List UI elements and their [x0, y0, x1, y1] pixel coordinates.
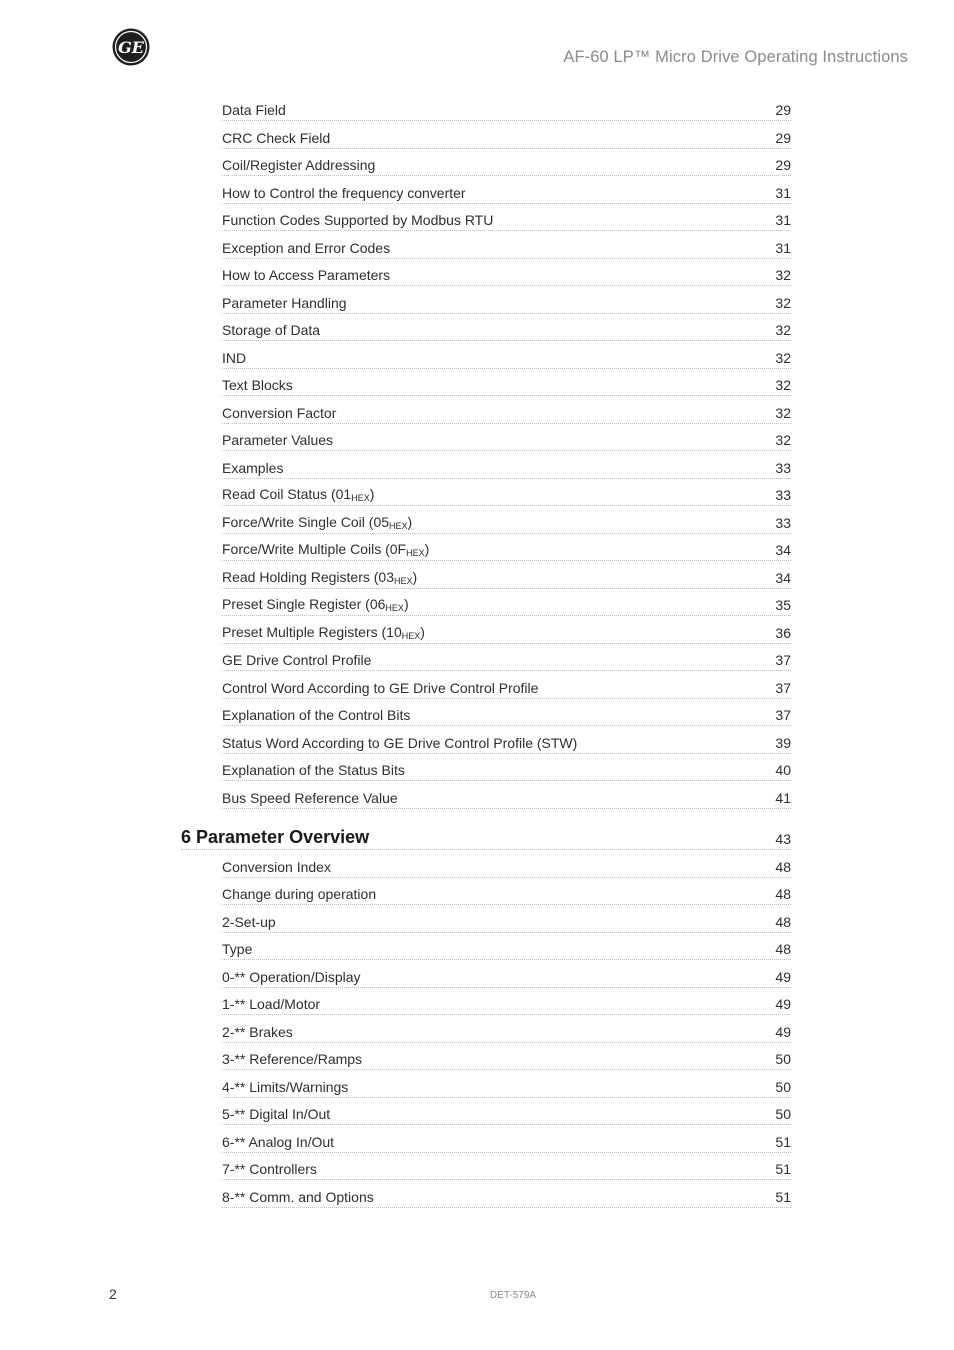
- toc-entry-label: How to Control the frequency converter: [222, 184, 466, 201]
- toc-entry-page: 32: [775, 322, 791, 338]
- toc-entry[interactable]: [222, 561, 791, 589]
- toc-entry-page: 32: [775, 267, 791, 283]
- toc-entry[interactable]: [222, 1015, 791, 1043]
- toc-entry-label: 0-** Operation/Display: [222, 968, 361, 985]
- toc-entry-label: How to Access Parameters: [222, 267, 391, 283]
- toc-entry[interactable]: [222, 148, 791, 176]
- toc-entry-label: Control Word According to GE Drive Control Profile: [222, 679, 539, 696]
- toc-entry[interactable]: [222, 313, 791, 341]
- toc-entry-label: Parameter Handling: [222, 294, 347, 311]
- toc-entry-label: Storage of Data: [222, 322, 321, 338]
- toc-section-entry[interactable]: [181, 818, 791, 850]
- toc-entry-label: Preset Single Register $(06_{HEX})$: [222, 596, 409, 613]
- toc-entry-page: 29: [775, 157, 791, 173]
- toc-entry-page: 49: [775, 996, 791, 1012]
- toc-entry-label: 1-** Load/Motor: [222, 996, 321, 1012]
- toc-entry[interactable]: [222, 203, 791, 231]
- toc-entry-label: Read Coil Status $(01_{HEX})$: [222, 486, 375, 503]
- toc-entry-page: 33: [775, 459, 791, 476]
- toc-entry-label: 6 Parameter Overview: [181, 827, 370, 847]
- toc-entry-page: 34: [775, 569, 791, 586]
- toc-entry[interactable]: [222, 396, 791, 424]
- toc-entry[interactable]: [222, 368, 791, 396]
- toc-entry-label: Conversion Factor: [222, 404, 337, 421]
- toc-entry[interactable]: [222, 478, 791, 506]
- toc-entry[interactable]: [222, 341, 791, 369]
- toc-entry-page: 31: [775, 184, 791, 201]
- toc-entry-label: Explanation of the Status Bits: [222, 762, 405, 778]
- toc-entry-page: 48: [775, 913, 791, 930]
- toc-entry-label: Read Holding Registers $(03_{HEX})$: [222, 568, 418, 586]
- toc-entry[interactable]: [222, 93, 791, 121]
- toc-entry-page: 40: [775, 762, 791, 778]
- toc-entry-label: Function Codes Supported by Modbus RTU: [222, 212, 494, 228]
- toc-entry-page: 32: [775, 404, 791, 421]
- ge-logo: [112, 28, 150, 66]
- document-code: DET-579A: [489, 1290, 537, 1301]
- toc-entry[interactable]: [222, 1042, 791, 1070]
- toc-entry-page: 34: [775, 542, 791, 558]
- toc-entry-label: Bus Speed Reference Value: [222, 789, 398, 806]
- toc-entry-label: Explanation of the Control Bits: [222, 707, 411, 723]
- toc-entry-label: 2-Set-up: [222, 913, 276, 930]
- toc-entry-label: Force/Write Multiple Coils $(0F_{HEX})$: [222, 541, 430, 558]
- toc-entry-page: 29: [775, 129, 791, 146]
- toc-entry[interactable]: [222, 121, 791, 149]
- toc-entry[interactable]: [222, 588, 791, 616]
- toc-entry[interactable]: [222, 1180, 791, 1208]
- toc-entry-page: 32: [775, 294, 791, 311]
- toc-entry-label: 3-** Reference/Ramps: [222, 1051, 363, 1067]
- toc-entry-label: GE Drive Control Profile: [222, 652, 372, 668]
- toc-entry[interactable]: [222, 726, 791, 754]
- toc-entry[interactable]: [222, 451, 791, 479]
- toc-entry[interactable]: [222, 850, 791, 878]
- toc-entry-page: 49: [775, 1023, 791, 1040]
- toc-entry-page: 50: [775, 1051, 791, 1067]
- toc-entry[interactable]: [222, 231, 791, 259]
- toc-entry[interactable]: [222, 616, 791, 644]
- toc-entry[interactable]: [222, 1097, 791, 1125]
- toc-entry-label: Data Field: [222, 102, 286, 118]
- toc-entry-label: IND: [222, 349, 247, 366]
- toc-entry-label: Type: [222, 941, 253, 957]
- toc-entry[interactable]: [222, 905, 791, 933]
- toc-entry-page: 37: [775, 652, 791, 668]
- toc-entry-label: 2-** Brakes: [222, 1023, 293, 1040]
- toc-entry[interactable]: [222, 423, 791, 451]
- toc-entry-label: Force/Write Single Coil $(05_{HEX})$: [222, 513, 413, 531]
- toc-entry[interactable]: [222, 753, 791, 781]
- toc-entry-page: 33: [775, 514, 791, 531]
- toc-entry[interactable]: [222, 698, 791, 726]
- toc-entry-page: 51: [775, 1188, 791, 1205]
- toc-entry-page: 31: [775, 212, 791, 228]
- toc-entry[interactable]: [222, 960, 791, 988]
- document-title: AF-60 LP™ Micro Drive Operating Instructions: [563, 48, 908, 66]
- toc-entry[interactable]: [222, 671, 791, 699]
- toc-entry-page: 32: [775, 349, 791, 366]
- toc-entry[interactable]: [222, 877, 791, 905]
- toc-entry-page: 43: [775, 831, 791, 847]
- toc-entry-page: 37: [775, 679, 791, 696]
- toc-entry-label: 5-** Digital In/Out: [222, 1106, 331, 1122]
- toc-entry[interactable]: [222, 176, 791, 204]
- toc-entry-page: 48: [775, 858, 791, 875]
- toc-entry-page: 31: [775, 239, 791, 256]
- toc-entry-label: Text Blocks: [222, 377, 293, 393]
- toc-entry-label: Change during operation: [222, 886, 377, 902]
- toc-entry[interactable]: [222, 781, 791, 809]
- toc-entry-page: 35: [775, 597, 791, 613]
- toc-entry-label: Parameter Values: [222, 432, 334, 448]
- toc-entry[interactable]: [222, 1125, 791, 1153]
- toc-entry-label: 4-** Limits/Warnings: [222, 1078, 349, 1095]
- toc-entry-page: 33: [775, 487, 791, 503]
- toc-entry[interactable]: [222, 533, 791, 561]
- toc-entry-page: 39: [775, 734, 791, 751]
- toc-entry-page: 36: [775, 624, 791, 641]
- svg-text:GE: GE: [118, 38, 144, 57]
- toc-entry-page: 51: [775, 1133, 791, 1150]
- toc-entry-page: 48: [775, 886, 791, 902]
- toc-entry[interactable]: [222, 643, 791, 671]
- toc-entry-label: Examples: [222, 459, 284, 476]
- toc-entry-page: 32: [775, 432, 791, 448]
- toc-entry[interactable]: [222, 987, 791, 1015]
- toc-entry[interactable]: [222, 1070, 791, 1098]
- toc-entry-label: 6-** Analog In/Out: [222, 1133, 335, 1150]
- toc-entry-page: 41: [775, 789, 791, 806]
- toc-entry-label: 8-** Comm. and Options: [222, 1188, 374, 1205]
- toc-entry-page: 48: [775, 941, 791, 957]
- toc-entry-page: 37: [775, 707, 791, 723]
- toc-entry-page: 51: [775, 1161, 791, 1177]
- toc-entry[interactable]: [222, 932, 791, 960]
- toc-entry-label: 7-** Controllers: [222, 1161, 317, 1177]
- toc-entry[interactable]: [222, 286, 791, 314]
- toc-entry[interactable]: [222, 1152, 791, 1180]
- toc-entry[interactable]: [222, 506, 791, 534]
- toc-entry-label: Coil/Register Addressing: [222, 157, 376, 173]
- toc-entry-page: 32: [775, 377, 791, 393]
- toc-entry-label: CRC Check Field: [222, 129, 331, 146]
- toc-entry-label: Preset Multiple Registers $(10_{HEX})$: [222, 623, 425, 641]
- page-number: 2: [109, 1286, 117, 1302]
- toc-entry-page: 49: [775, 968, 791, 985]
- toc-entry-label: Conversion Index: [222, 858, 331, 875]
- toc-entry[interactable]: [222, 258, 791, 286]
- toc-entry-page: 50: [775, 1106, 791, 1122]
- toc-entry-page: 50: [775, 1078, 791, 1095]
- toc-entry-label: Status Word According to GE Drive Control Profile (STW): [222, 734, 578, 751]
- toc-entry-page: 29: [775, 102, 791, 118]
- toc-entry-label: Exception and Error Codes: [222, 239, 391, 256]
